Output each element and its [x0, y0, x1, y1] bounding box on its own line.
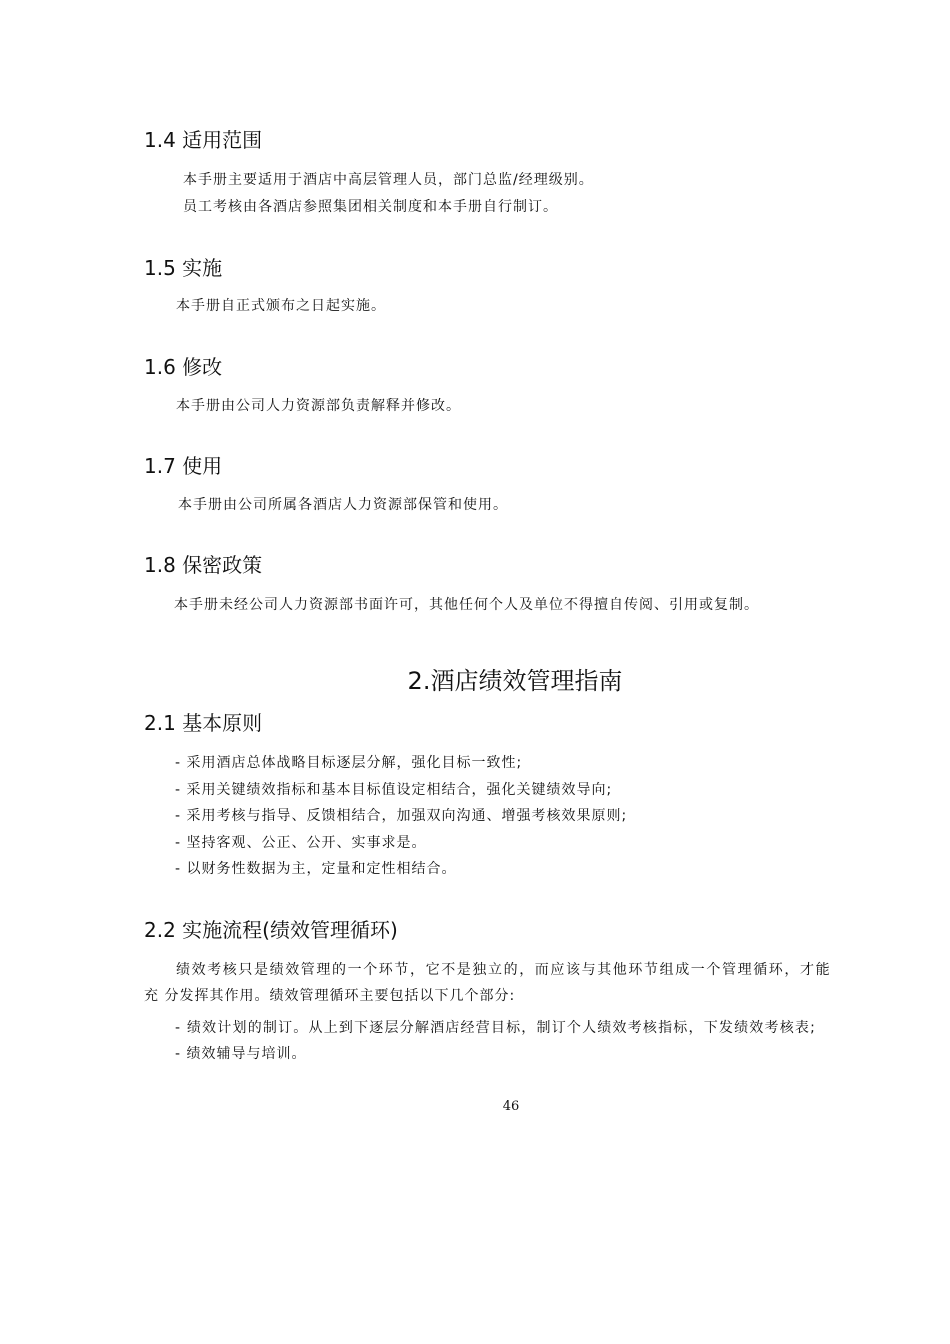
- section-1-5-line-1: 本手册自正式颁布之日起实施。: [176, 298, 386, 314]
- section-2-2-item-2: - 绩效辅导与培训。: [175, 1046, 307, 1062]
- section-1-6-line-1: 本手册由公司人力资源部负责解释并修改。: [176, 398, 461, 414]
- section-2-1-item-3: - 采用考核与指导、反馈相结合，加强双向沟通、增强考核效果原则;: [175, 808, 628, 824]
- section-1-4-heading: 1.4 适用范围: [144, 128, 263, 152]
- section-2-1-item-2: - 采用关键绩效指标和基本目标值设定相结合，强化关键绩效导向;: [175, 782, 613, 798]
- page-number: 46: [502, 1099, 520, 1114]
- section-1-4-line-2: 员工考核由各酒店参照集团相关制度和本手册自行制订。: [183, 199, 558, 215]
- section-1-6-heading: 1.6 修改: [144, 355, 223, 379]
- section-2-1-item-4: - 坚持客观、公正、公开、实事求是。: [175, 835, 427, 851]
- section-2-1-item-5: - 以财务性数据为主，定量和定性相结合。: [175, 861, 457, 877]
- section-2-1-heading: 2.1 基本原则: [144, 711, 263, 735]
- section-2-1-item-1: - 采用酒店总体战略目标逐层分解，强化目标一致性;: [175, 755, 523, 771]
- section-1-7-line-1: 本手册由公司所属各酒店人力资源部保管和使用。: [178, 497, 508, 513]
- section-2-2-heading: 2.2 实施流程(绩效管理循环): [144, 918, 398, 942]
- section-2-2-paragraph-line-1: 绩效考核只是绩效管理的一个环节，它不是独立的，而应该与其他环节组成一个管理循环，才能: [176, 962, 832, 978]
- section-1-8-line-1: 本手册未经公司人力资源部书面许可，其他任何个人及单位不得擅自传阅、引用或复制。: [174, 597, 759, 613]
- section-1-5-heading: 1.5 实施: [144, 256, 223, 280]
- chapter-2-title: 2.酒店绩效管理指南: [407, 667, 623, 695]
- section-2-2-item-1: - 绩效计划的制订。从上到下逐层分解酒店经营目标，制订个人绩效考核指标，下发绩效考核表;: [175, 1020, 817, 1036]
- section-2-2-paragraph-line-2: 充 分发挥其作用。绩效管理循环主要包括以下几个部分:: [144, 988, 516, 1004]
- section-1-4-line-1: 本手册主要适用于酒店中高层管理人员，部门总监/经理级别。: [183, 172, 594, 188]
- section-1-7-heading: 1.7 使用: [144, 454, 223, 478]
- section-1-8-heading: 1.8 保密政策: [144, 553, 263, 577]
